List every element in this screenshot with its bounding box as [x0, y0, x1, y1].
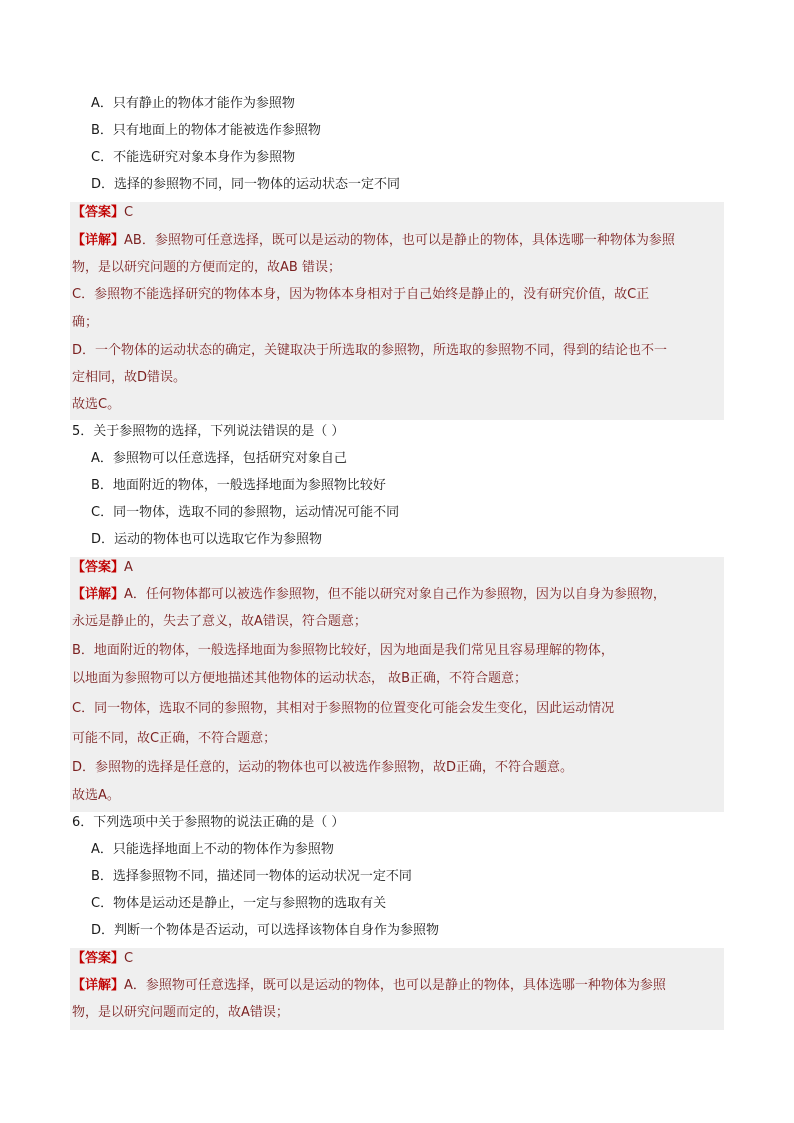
detail-line: 确；	[72, 315, 99, 330]
option-d: D．运动的物体也可以选取它作为参照物	[91, 532, 323, 547]
detail-tag: 【详解】	[72, 233, 125, 248]
detail-line: 以地面为参照物可以方便地描述其他物体的运动状态， 故B正确，不符合题意；	[72, 671, 528, 686]
detail-line: 【详解】A．任何物体都可以被选作参照物，但不能以研究对象自己作为参照物，因为以自身为参照物，	[72, 587, 666, 602]
answer-block	[70, 557, 724, 812]
detail-tag: 【详解】	[72, 587, 125, 602]
answer-value: C	[124, 951, 134, 966]
answer-line	[72, 559, 133, 577]
detail-line: 物，是以研究问题的方便而定的，故AB 错误；	[72, 260, 341, 275]
detail-line: 定相同，故D错误。	[72, 370, 187, 385]
detail-line: C．同一物体，选取不同的参照物，其相对于参照物的位置变化可能会发生变化，因此运动情况	[72, 701, 615, 716]
option-c: C．物体是运动还是静止，一定与参照物的选取有关	[91, 896, 387, 911]
answer-line	[72, 204, 133, 222]
detail-line: 永远是静止的，失去了意义，故A错误，符合题意；	[72, 614, 367, 629]
detail-line: 物，是以研究问题而定的，故A错误；	[72, 1005, 289, 1020]
answer-value: C	[124, 205, 134, 220]
detail-line: 【详解】A．参照物可任意选择，既可以是运动的物体，也可以是静止的物体，具体选哪一种物体为参照	[72, 978, 666, 993]
option-c: C．不能选研究对象本身作为参照物	[91, 150, 296, 165]
question-6-stem: 6．下列选项中关于参照物的说法正确的是（ ）	[72, 815, 345, 830]
option-b: B．选择参照物不同，描述同一物体的运动状况一定不同	[91, 869, 412, 884]
answer-tag: 【答案】	[72, 951, 125, 966]
option-c: C．同一物体，选取不同的参照物，运动情况可能不同	[91, 505, 400, 520]
answer-block	[70, 948, 724, 1030]
detail-tag: 【详解】	[72, 978, 125, 993]
detail-line: 可能不同，故C正确，不符合题意；	[72, 731, 277, 746]
detail-line: 故选A。	[72, 788, 120, 803]
answer-tag: 【答案】	[72, 205, 125, 220]
answer-block	[70, 202, 724, 420]
answer-line	[72, 950, 133, 968]
option-b: B．只有地面上的物体才能被选作参照物	[91, 123, 321, 138]
detail-line: 【详解】AB．参照物可任意选择，既可以是运动的物体，也可以是静止的物体，具体选哪一种物体为参照	[72, 233, 675, 248]
answer-tag: 【答案】	[72, 560, 125, 575]
option-b: B．地面附近的物体，一般选择地面为参照物比较好	[91, 478, 386, 493]
answer-value: A	[124, 560, 133, 575]
option-a: A．参照物可以任意选择，包括研究对象自己	[91, 451, 347, 466]
option-d: D．选择的参照物不同，同一物体的运动状态一定不同	[91, 177, 401, 192]
option-a: A．只有静止的物体才能作为参照物	[91, 96, 295, 111]
detail-line: B．地面附近的物体，一般选择地面为参照物比较好，因为地面是我们常见且容易理解的物体，	[72, 643, 614, 658]
detail-line: D．参照物的选择是任意的，运动的物体也可以被选作参照物，故D正确，不符合题意。	[72, 760, 574, 775]
question-5-stem: 5．关于参照物的选择，下列说法错误的是（ ）	[72, 424, 345, 439]
option-d: D．判断一个物体是否运动，可以选择该物体自身作为参照物	[91, 923, 440, 938]
detail-line: D．一个物体的运动状态的确定，关键取决于所选取的参照物，所选取的参照物不同，得到的结论也不一	[72, 343, 668, 358]
option-a: A．只能选择地面上不动的物体作为参照物	[91, 842, 334, 857]
detail-line: 故选C。	[72, 397, 121, 412]
detail-line: C．参照物不能选择研究的物体本身，因为物体本身相对于自己始终是静止的，没有研究价值，故C正	[72, 287, 650, 302]
